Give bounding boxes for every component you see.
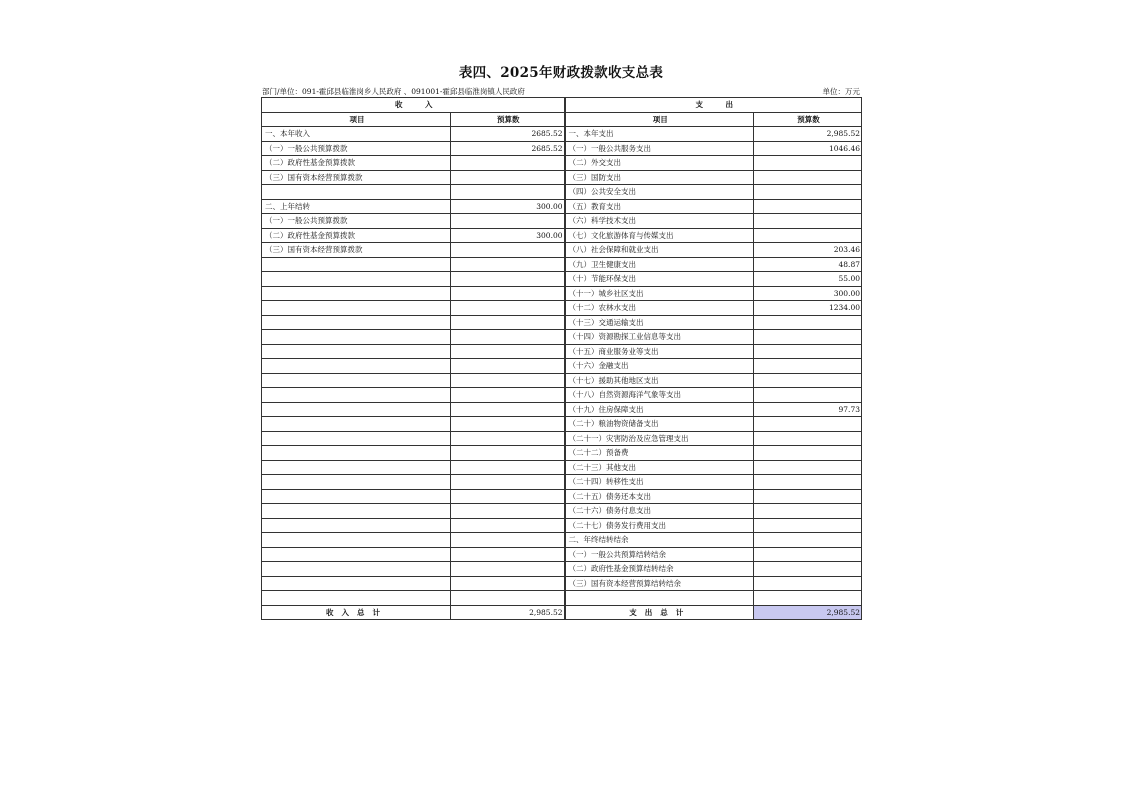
expense-item-cell: （九）卫生健康支出 (565, 257, 754, 272)
table-row (262, 170, 862, 185)
income-value-cell (451, 518, 565, 533)
expense-value-cell: 300.00 (754, 286, 862, 301)
table-row (262, 562, 862, 577)
expense-value-cell (754, 562, 862, 577)
table-row (262, 199, 862, 214)
budget-table (261, 97, 862, 620)
income-value-cell (451, 315, 565, 330)
table-row (262, 127, 862, 142)
table-row (262, 257, 862, 272)
expense-value-cell (754, 591, 862, 606)
expense-item-cell: （二十一）灾害防治及应急管理支出 (565, 431, 754, 446)
table-row (262, 547, 862, 562)
expense-item-cell: （一）一般公共预算结转结余 (565, 547, 754, 562)
unit-label: 单位：万元 (822, 87, 860, 96)
income-item-cell (262, 431, 451, 446)
expense-item-cell: （二十）粮油物资储备支出 (565, 417, 754, 432)
income-item-cell (262, 359, 451, 374)
income-budget-header: 预算数 (451, 112, 565, 127)
income-item-cell (262, 315, 451, 330)
table-row (262, 533, 862, 548)
expense-value-cell (754, 185, 862, 200)
expense-item-cell: （五）教育支出 (565, 199, 754, 214)
expense-item-cell: （二）外交支出 (565, 156, 754, 171)
expense-item-cell: （十二）农林水支出 (565, 301, 754, 316)
expense-item-cell: 二、年终结转结余 (565, 533, 754, 548)
expense-item-cell: （十五）商业服务业等支出 (565, 344, 754, 359)
table-row (262, 344, 862, 359)
income-item-cell: （三）国有资本经营预算拨款 (262, 243, 451, 258)
expense-item-cell: （六）科学技术支出 (565, 214, 754, 229)
expense-budget-header: 预算数 (754, 112, 862, 127)
expense-value-cell: 1234.00 (754, 301, 862, 316)
expense-value-cell: 203.46 (754, 243, 862, 258)
table-row (262, 185, 862, 200)
expense-value-cell (754, 228, 862, 243)
expense-item-cell: （七）文化旅游体育与传媒支出 (565, 228, 754, 243)
expense-value-cell (754, 359, 862, 374)
expense-item-cell: （二十七）债务发行费用支出 (565, 518, 754, 533)
table-row (262, 214, 862, 229)
income-item-cell (262, 330, 451, 345)
table-row (262, 576, 862, 591)
table-row (262, 315, 862, 330)
expense-item-cell: 一、本年支出 (565, 127, 754, 142)
expense-total-label: 支出总计 (565, 605, 754, 620)
header-row-sections (262, 98, 862, 113)
income-item-cell (262, 533, 451, 548)
expense-item-cell: （十七）援助其他地区支出 (565, 373, 754, 388)
income-value-cell (451, 591, 565, 606)
table-row (262, 301, 862, 316)
table-row (262, 272, 862, 287)
expense-item-cell: （三）国有资本经营预算结转结余 (565, 576, 754, 591)
table-row (262, 243, 862, 258)
table-row (262, 141, 862, 156)
table-row (262, 446, 862, 461)
income-value-cell: 2685.52 (451, 127, 565, 142)
income-value-cell (451, 243, 565, 258)
expense-value-cell (754, 475, 862, 490)
expense-item-cell: （四）公共安全支出 (565, 185, 754, 200)
income-value-cell (451, 562, 565, 577)
income-value-cell (451, 576, 565, 591)
expense-value-cell (754, 489, 862, 504)
income-value-cell (451, 170, 565, 185)
expense-item-cell: （二十四）转移性支出 (565, 475, 754, 490)
income-item-cell (262, 402, 451, 417)
table-row (262, 359, 862, 374)
table-row (262, 402, 862, 417)
income-value-cell (451, 185, 565, 200)
income-value-cell (451, 460, 565, 475)
income-item-cell (262, 504, 451, 519)
income-item-cell (262, 547, 451, 562)
expense-item-cell: （二）政府性基金预算结转结余 (565, 562, 754, 577)
income-item-cell (262, 475, 451, 490)
expense-item-cell: （十一）城乡社区支出 (565, 286, 754, 301)
income-header: 收 入 (262, 98, 565, 113)
income-value-cell (451, 402, 565, 417)
income-value-cell (451, 257, 565, 272)
income-value-cell (451, 156, 565, 171)
expense-value-cell (754, 533, 862, 548)
expense-value-cell (754, 170, 862, 185)
table-row (262, 489, 862, 504)
income-item-cell (262, 562, 451, 577)
table-row (262, 330, 862, 345)
income-value-cell (451, 417, 565, 432)
expense-value-cell (754, 417, 862, 432)
expense-header: 支 出 (565, 98, 862, 113)
expense-item-cell: （一）一般公共服务支出 (565, 141, 754, 156)
expense-item-cell: （十八）自然资源海洋气象等支出 (565, 388, 754, 403)
income-item-cell: （二）政府性基金预算拨款 (262, 228, 451, 243)
income-value-cell (451, 330, 565, 345)
income-item-cell: （一）一般公共预算拨款 (262, 141, 451, 156)
income-item-cell (262, 286, 451, 301)
income-item-cell (262, 417, 451, 432)
table-row (262, 591, 862, 606)
table-row (262, 156, 862, 171)
income-item-cell (262, 591, 451, 606)
income-value-cell (451, 431, 565, 446)
income-item-cell (262, 344, 451, 359)
table-row (262, 475, 862, 490)
income-item-cell (262, 373, 451, 388)
income-value-cell (451, 373, 565, 388)
income-value-cell (451, 301, 565, 316)
income-item-cell (262, 257, 451, 272)
expense-value-cell (754, 460, 862, 475)
income-item-cell: （一）一般公共预算拨款 (262, 214, 451, 229)
table-row (262, 518, 862, 533)
expense-value-cell (754, 373, 862, 388)
expense-item-cell: （十三）交通运输支出 (565, 315, 754, 330)
expense-value-cell (754, 214, 862, 229)
income-value-cell: 2685.52 (451, 141, 565, 156)
table-row (262, 286, 862, 301)
income-item-cell: （二）政府性基金预算拨款 (262, 156, 451, 171)
income-value-cell (451, 359, 565, 374)
income-item-cell (262, 576, 451, 591)
income-item-cell: 二、上年结转 (262, 199, 451, 214)
income-value-cell (451, 344, 565, 359)
income-total-value: 2,985.52 (451, 605, 565, 620)
table-meta (262, 86, 860, 97)
expense-item-cell: （十四）资源勘探工业信息等支出 (565, 330, 754, 345)
table-row (262, 417, 862, 432)
expense-item-cell: （八）社会保障和就业支出 (565, 243, 754, 258)
expense-item-cell: （十六）金融支出 (565, 359, 754, 374)
income-value-cell: 300.00 (451, 199, 565, 214)
expense-value-cell (754, 156, 862, 171)
expense-item-cell (565, 591, 754, 606)
expense-value-cell (754, 431, 862, 446)
income-value-cell (451, 547, 565, 562)
income-value-cell: 300.00 (451, 228, 565, 243)
expense-item-header: 项目 (565, 112, 754, 127)
totals-row (262, 605, 862, 620)
page-title: 表四、2025年财政拨款收支总表 (458, 65, 664, 81)
header-row-columns (262, 112, 862, 127)
expense-value-cell (754, 518, 862, 533)
income-value-cell (451, 272, 565, 287)
income-item-cell (262, 301, 451, 316)
income-total-label: 收入总计 (262, 605, 451, 620)
expense-value-cell (754, 344, 862, 359)
expense-item-cell: （二十二）预备费 (565, 446, 754, 461)
income-item-cell: 一、本年收入 (262, 127, 451, 142)
expense-value-cell (754, 315, 862, 330)
income-value-cell (451, 533, 565, 548)
expense-value-cell: 55.00 (754, 272, 862, 287)
income-item-cell (262, 518, 451, 533)
expense-value-cell (754, 576, 862, 591)
income-value-cell (451, 446, 565, 461)
income-value-cell (451, 286, 565, 301)
income-value-cell (451, 504, 565, 519)
expense-item-cell: （二十三）其他支出 (565, 460, 754, 475)
income-item-cell (262, 489, 451, 504)
income-item-cell (262, 272, 451, 287)
income-item-cell (262, 388, 451, 403)
income-item-header: 项目 (262, 112, 451, 127)
income-value-cell (451, 214, 565, 229)
income-value-cell (451, 475, 565, 490)
department-label: 部门/单位：091-霍邱县临淮岗乡人民政府 、091001-霍邱县临淮岗镇人民政府 (262, 87, 525, 96)
expense-item-cell: （三）国防支出 (565, 170, 754, 185)
expense-item-cell: （十九）住房保障支出 (565, 402, 754, 417)
expense-value-cell: 2,985.52 (754, 127, 862, 142)
table-row (262, 460, 862, 475)
table-row (262, 431, 862, 446)
expense-item-cell: （二十五）债务还本支出 (565, 489, 754, 504)
table-row (262, 388, 862, 403)
expense-value-cell (754, 388, 862, 403)
expense-value-cell (754, 504, 862, 519)
expense-value-cell (754, 199, 862, 214)
expense-value-cell (754, 446, 862, 461)
table-row (262, 373, 862, 388)
expense-value-cell (754, 547, 862, 562)
expense-value-cell: 48.87 (754, 257, 862, 272)
income-item-cell (262, 446, 451, 461)
income-item-cell (262, 460, 451, 475)
table-row (262, 504, 862, 519)
expense-value-cell (754, 330, 862, 345)
expense-item-cell: （十）节能环保支出 (565, 272, 754, 287)
table-row (262, 228, 862, 243)
income-item-cell: （三）国有资本经营预算拨款 (262, 170, 451, 185)
expense-value-cell: 1046.46 (754, 141, 862, 156)
income-value-cell (451, 489, 565, 504)
income-value-cell (451, 388, 565, 403)
expense-value-cell: 97.73 (754, 402, 862, 417)
income-item-cell (262, 185, 451, 200)
expense-total-value: 2,985.52 (754, 605, 862, 620)
expense-item-cell: （二十六）债务付息支出 (565, 504, 754, 519)
